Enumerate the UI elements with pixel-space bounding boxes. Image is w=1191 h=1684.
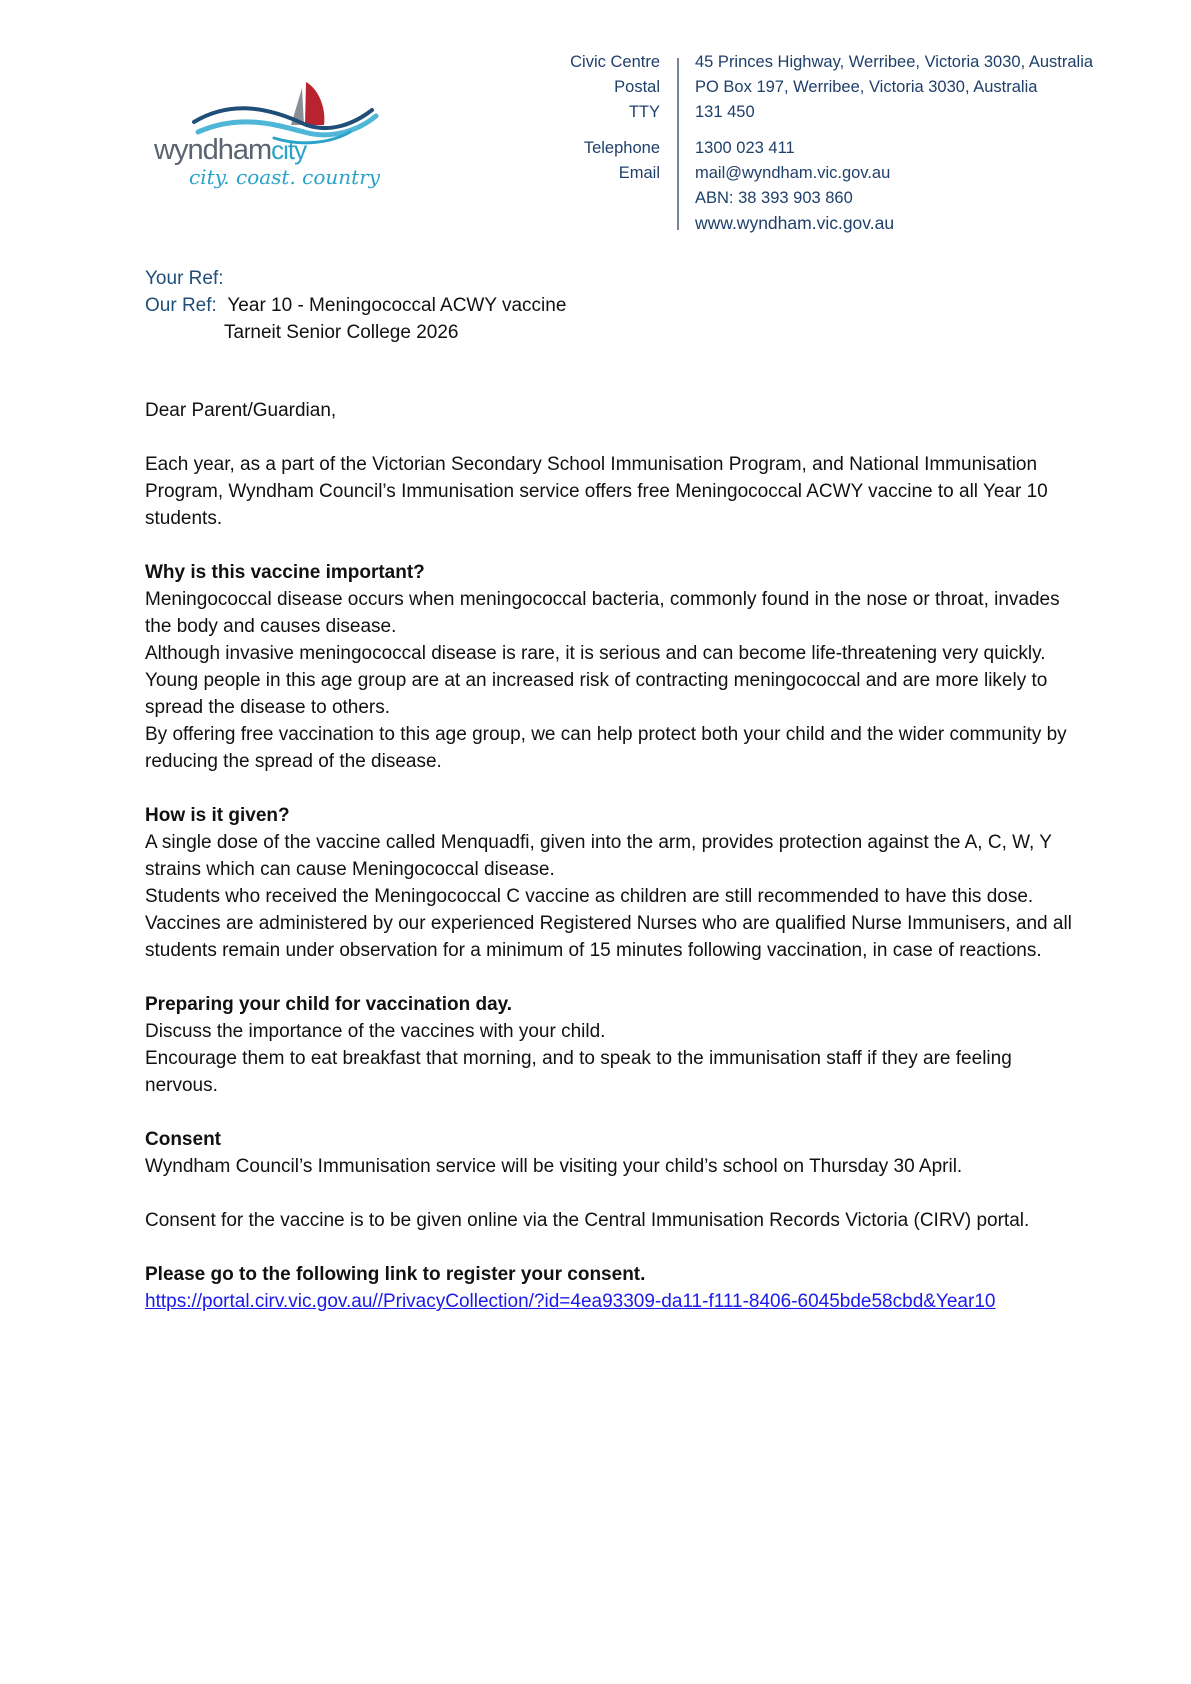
why-heading: Why is this vaccine important? bbox=[145, 562, 425, 583]
prep-heading: Preparing your child for vaccination day. bbox=[145, 994, 513, 1015]
value-postal: PO Box 197, Werribee, Victoria 3030, Australia bbox=[695, 78, 1038, 96]
how-line-1: A single dose of the vaccine called Menquadfi, given into the arm, provides protection against the A, C, W, Y strains which can cause Meningococcal disease. bbox=[145, 832, 1052, 880]
wyndham-city-logo bbox=[154, 80, 404, 205]
label-telephone: Telephone bbox=[583, 139, 660, 157]
prep-line-1: Discuss the importance of the vaccines with your child. bbox=[145, 1021, 606, 1042]
logo-tagline: city. coast. country bbox=[189, 165, 381, 189]
consent-online: Consent for the vaccine is to be given online via the Central Immunisation Records Victoria (CIRV) portal. bbox=[145, 1210, 1030, 1231]
value-telephone: 1300 023 411 bbox=[695, 139, 795, 157]
why-line-3: Young people in this age group are at an increased risk of contracting meningococcal and are more likely to spread the disease to others. bbox=[145, 670, 1048, 718]
label-email: Email bbox=[618, 164, 660, 182]
label-postal: Postal bbox=[614, 78, 660, 96]
how-line-3: Vaccines are administered by our experienced Registered Nurses who are qualified Nurse Immunisers, and all students remain under observation for a minimum of 15 minutes following vaccination, in case of reactions. bbox=[145, 913, 1072, 961]
prep-line-2: Encourage them to eat breakfast that morning, and to speak to the immunisation staff if they are feeling nervous. bbox=[145, 1048, 1012, 1096]
value-civic-centre: 45 Princes Highway, Werribee, Victoria 3030, Australia bbox=[695, 53, 1094, 71]
svg-text:wyndhamcity bbox=[154, 134, 307, 166]
how-line-2: Students who received the Meningococcal C vaccine as children are still recommended to have this dose. bbox=[145, 886, 1034, 907]
logo-word-wyndham: wyndham bbox=[154, 134, 272, 166]
why-line-2: Although invasive meningococcal disease is rare, it is serious and can become life-threatening very quickly. bbox=[145, 643, 1046, 664]
your-ref-label: Your Ref: bbox=[145, 268, 224, 289]
how-heading: How is it given? bbox=[145, 805, 290, 826]
value-abn: ABN: 38 393 903 860 bbox=[695, 189, 853, 207]
contact-values bbox=[695, 50, 1094, 236]
consent-portal-link[interactable]: https://portal.cirv.vic.gov.au//PrivacyCollection/?id=4ea93309-da11-f111-8406-6045bde58cbd&Year10 bbox=[145, 1291, 996, 1312]
contact-divider bbox=[677, 58, 679, 230]
value-website: www.wyndham.vic.gov.au bbox=[695, 213, 895, 233]
consent-heading: Consent bbox=[145, 1129, 221, 1150]
salutation: Dear Parent/Guardian, bbox=[145, 400, 337, 421]
our-ref-label: Our Ref: bbox=[145, 295, 217, 316]
register-heading: Please go to the following link to register your consent. bbox=[145, 1264, 646, 1285]
logo-word-city: city bbox=[271, 135, 307, 165]
contact-labels bbox=[540, 50, 660, 186]
our-ref-line2: Tarneit Senior College 2026 bbox=[224, 322, 459, 343]
label-civic-centre: Civic Centre bbox=[570, 53, 660, 71]
value-email: mail@wyndham.vic.gov.au bbox=[695, 164, 891, 182]
consent-visit: Wyndham Council’s Immunisation service will be visiting your child’s school on Thursday 30 April. bbox=[145, 1156, 963, 1177]
contact-block bbox=[540, 50, 1094, 233]
our-ref bbox=[145, 292, 1075, 319]
sail-red-icon bbox=[305, 82, 324, 125]
intro-paragraph: Each year, as a part of the Victorian Secondary School Immunisation Program, and National Immunisation Program, Wyndham Council’s Immunisation service offers free Meningococcal ACWY vaccine to all Year 10 students. bbox=[145, 454, 1048, 529]
label-tty: TTY bbox=[628, 103, 660, 121]
why-line-4: By offering free vaccination to this age group, we can help protect both your child and the wider community by reducing the spread of the disease. bbox=[145, 724, 1067, 772]
why-line-1: Meningococcal disease occurs when meningococcal bacteria, commonly found in the nose or throat, invades the body and causes disease. bbox=[145, 589, 1060, 637]
value-tty: 131 450 bbox=[695, 103, 755, 121]
letter-body bbox=[145, 265, 1075, 1315]
our-ref-line1: Year 10 - Meningococcal ACWY vaccine bbox=[227, 295, 567, 316]
your-ref bbox=[145, 265, 1075, 292]
